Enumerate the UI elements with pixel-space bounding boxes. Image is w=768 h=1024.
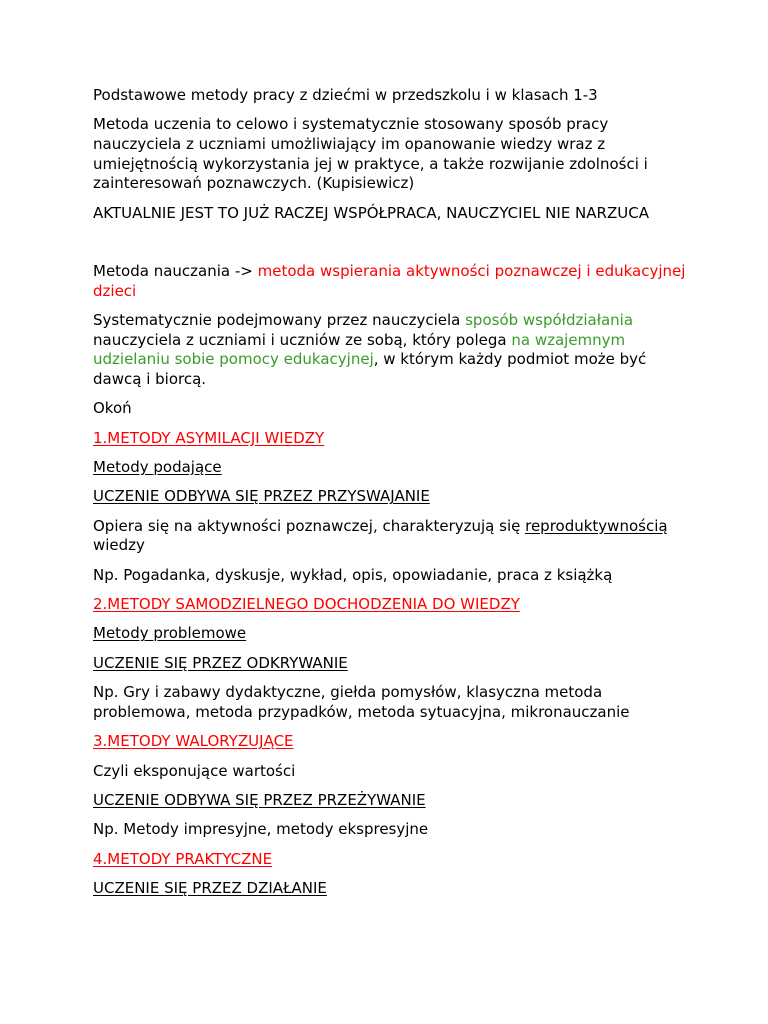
systematic-text-3: , w którym każdy podmiot może być dawcą i biorcą. (93, 350, 647, 388)
section4-heading: 4.METODY PRAKTYCZNE (93, 849, 273, 868)
systematic-text-2: nauczyciela z uczniami i uczniów ze sobą, który polega (93, 330, 512, 349)
section1-desc-underlined: reproduktywnością (525, 516, 668, 535)
author-line: Okoń (93, 399, 132, 418)
teaching-method-highlight: metoda wspierania aktywności poznawczej i edukacyjnej dzieci (93, 261, 686, 300)
systematic-text-1: Systematycznie podejmowany przez nauczyciela (93, 310, 466, 329)
systematic-green-1: sposób współdziałania (465, 310, 634, 329)
section1-examples: Np. Pogadanka, dyskusje, wykład, opis, opowiadanie, praca z książką (93, 565, 613, 584)
section3-subtitle: Czyli eksponujące wartości (93, 761, 296, 780)
systematic-green-2: na wzajemnym udzielaniu sobie pomocy edukacyjnej (93, 330, 626, 369)
section1-description (93, 517, 693, 556)
document-page (93, 86, 693, 909)
section2-subtitle: Metody problemowe (93, 624, 247, 643)
teaching-method-paragraph (93, 262, 693, 301)
section3-examples: Np. Metody impresyjne, metody ekspresyjne (93, 820, 429, 839)
section1-subtitle: Metody podające (93, 457, 222, 476)
note-paragraph: AKTUALNIE JEST TO JUŻ RACZEJ WSPÓŁPRACA, NAUCZYCIEL NIE NARZUCA (93, 203, 649, 222)
section3-heading: 3.METODY WALORYZUJĄCE (93, 732, 294, 751)
section1-desc-text-2: wiedzy (93, 536, 145, 555)
section2-heading: 2.METODY SAMODZIELNEGO DOCHODZENIA DO WIEDZY (93, 595, 520, 614)
systematic-paragraph (93, 311, 693, 389)
definition-paragraph: Metoda uczenia to celowo i systematycznie stosowany sposób pracy nauczyciela z uczniami umożliwiający im opanowanie wiedzy wraz z umiejętnością wykorzystania jej w praktyce, a także rozwijanie zdolności i zainteresowań poznawczych. (Kupisiewicz) (93, 115, 648, 193)
section1-desc-text-1: Opiera się na aktywności poznawczej, charakteryzują się (93, 516, 526, 535)
teaching-method-prefix: Metoda nauczania -> (93, 261, 258, 280)
section2-principle: UCZENIE SIĘ PRZEZ ODKRYWANIE (93, 653, 348, 672)
document-title: Podstawowe metody pracy z dziećmi w przedszkolu i w klasach 1-3 (93, 86, 598, 104)
section1-heading: 1.METODY ASYMILACJI WIEDZY (93, 428, 325, 447)
section2-examples: Np. Gry i zabawy dydaktyczne, giełda pomysłów, klasyczna metoda problemowa, metoda przypadków, metoda sytuacyjna, mikronauczanie (93, 683, 630, 721)
blank-line (93, 233, 693, 262)
section1-principle: UCZENIE ODBYWA SIĘ PRZEZ PRZYSWAJANIE (93, 487, 430, 506)
section3-principle: UCZENIE ODBYWA SIĘ PRZEZ PRZEŻYWANIE (93, 790, 426, 809)
section4-principle: UCZENIE SIĘ PRZEZ DZIAŁANIE (93, 879, 327, 898)
